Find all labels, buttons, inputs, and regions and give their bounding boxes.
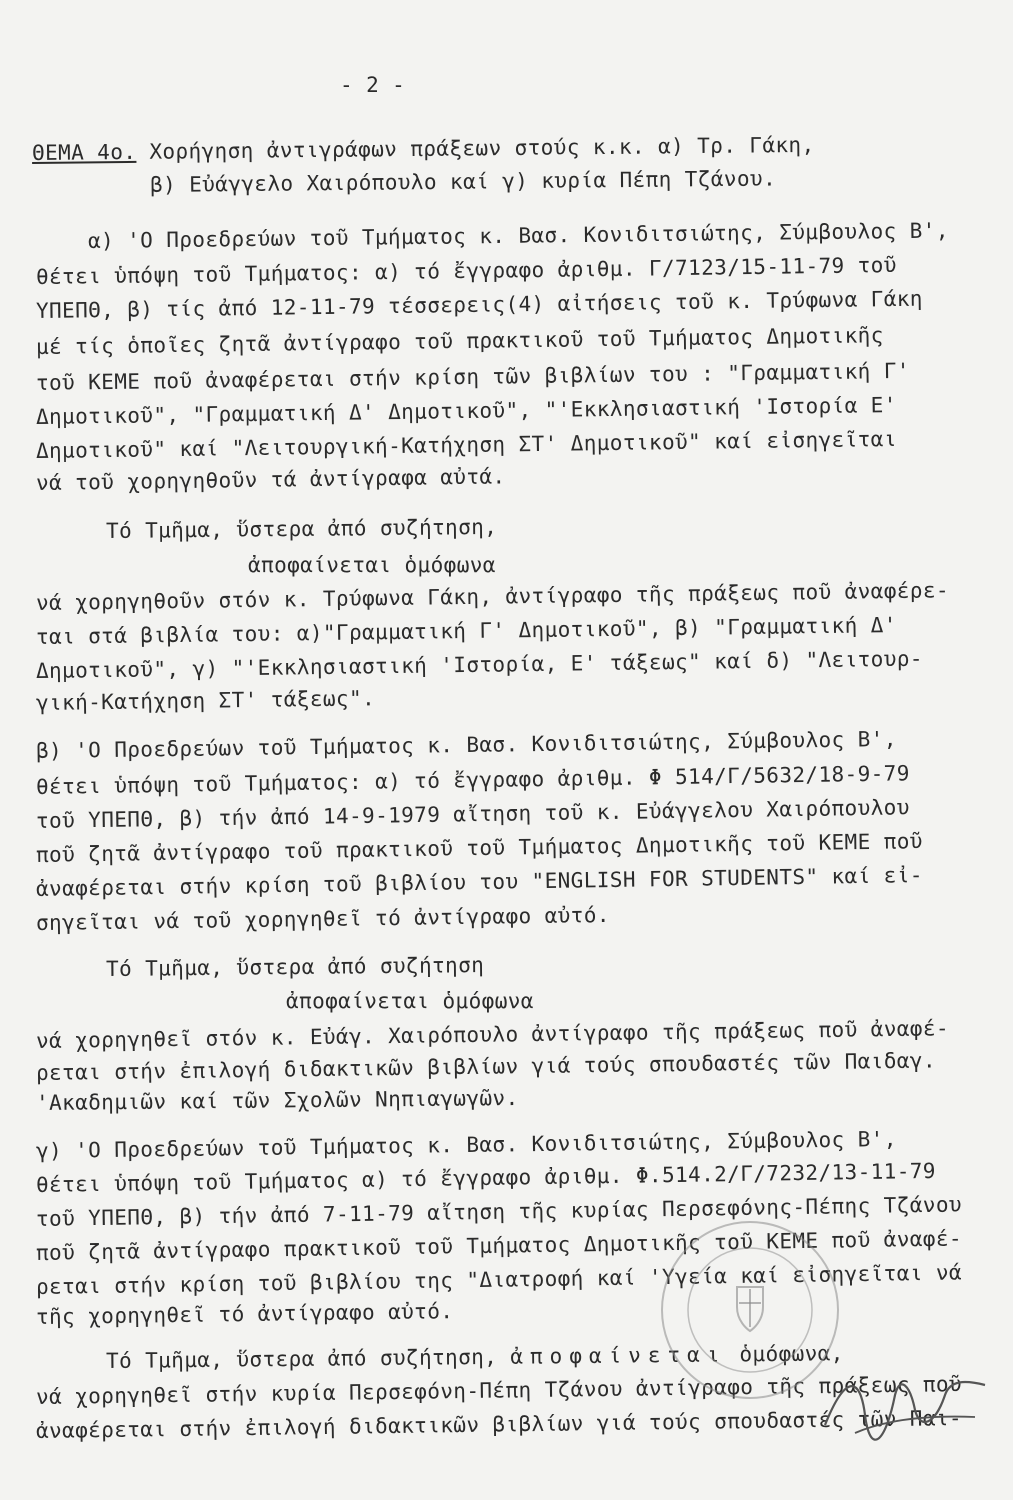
section-a-deliberation: Τό Τμῆμα, ὕστερα ἀπό συζήτηση,: [105, 514, 498, 543]
section-c-line: θέτει ὑπόψη τοῦ Τμήματος α) τό ἔγγραφο ἀριθμ. Φ.514.2/Γ/7232/13-11-79: [35, 1158, 937, 1197]
section-b-result-line: 'Ακαδημιῶν καί τῶν Σχολῶν Νηπιαγωγῶν.: [35, 1085, 519, 1115]
section-a-line: Δημοτικοῦ" καί "Λειτουργική-Κατήχηση ΣΤ' Δημοτικοῦ" καί εἰσηγεῖται: [35, 426, 897, 463]
section-c-line: ποῦ ζητᾶ ἀντίγραφο πρακτικοῦ τοῦ Τμήματος Δημοτικῆς τοῦ ΚΕΜΕ ποῦ ἀναφέ-: [35, 1226, 963, 1265]
section-b-line: ποῦ ζητᾶ ἀντίγραφο τοῦ πρακτικοῦ τοῦ Τμήματος Δημοτικῆς τοῦ ΚΕΜΕ ποῦ: [35, 829, 924, 867]
section-a-line: Δημοτικοῦ", "Γραμματική Δ' Δημοτικοῦ", "'Εκκλησιαστική 'Ιστορία Ε': [35, 392, 897, 429]
section-c-decision-tail: ὁμόφωνα,: [739, 1341, 844, 1367]
section-c-deliberation: Τό Τμῆμα, ὕστερα ἀπό συζήτηση,: [105, 1344, 498, 1373]
section-a-result-line: νά χορηγηθοῦν στόν κ. Τρύφωνα Γάκη, ἀντίγραφο τῆς πράξεως ποῦ ἀναφέρε-: [35, 578, 950, 615]
section-a-result-line: γική-Κατήχηση ΣΤ' τάξεως".: [35, 686, 376, 715]
section-b-line: θέτει ὑπόψη τοῦ Τμήματος: α) τό ἔγγραφο ἀριθμ. Φ 514/Γ/5632/18-9-79: [35, 761, 910, 799]
section-b-line: β) 'Ο Προεδρεύων τοῦ Τμήματος κ. Βασ. Κονιδιτσιώτης, Σύμβουλος Β',: [35, 726, 897, 763]
section-c-result-line: νά χορηγηθεῖ στήν κυρία Περσεφόνη-Πέπη Τζάνου ἀντίγραφο τῆς πράξεως ποῦ: [35, 1372, 963, 1409]
subject-title-line1: Χορήγηση ἀντιγράφων πράξεων στούς κ.κ. α) Τρ. Γάκη,: [149, 132, 815, 164]
section-a-line: ΥΠΕΠΘ, β) τίς ἀπό 12-11-79 τέσσερεις(4) αἰτήσεις τοῦ κ. Τρύφωνα Γάκη: [35, 286, 924, 323]
section-a-line: τοῦ ΚΕΜΕ ποῦ ἀναφέρεται στήν κρίση τῶν βιβλίων του : "Γραμματική Γ': [35, 358, 910, 395]
section-c-line: ρεται στήν κρίση τοῦ βιβλίου της "Διατροφή καί 'Υγεία καί εἰσηγεῖται νά: [35, 1260, 963, 1299]
section-c-line: γ) 'Ο Προεδρεύων τοῦ Τμήματος κ. Βασ. Κονιδιτσιώτης, Σύμβουλος Β',: [35, 1126, 897, 1163]
section-c-decision: ἀποφαίνεται: [510, 1342, 727, 1369]
page-number: - 2 -: [340, 73, 406, 97]
section-a-line: α) 'Ο Προεδρεύων τοῦ Τμήματος κ. Βασ. Κονιδιτσιώτης, Σύμβουλος Β',: [87, 218, 949, 253]
section-b-deliberation: Τό Τμῆμα, ὕστερα ἀπό συζήτηση: [105, 953, 485, 981]
section-a-decision: ἀποφαίνεται ὁμόφωνα: [248, 553, 496, 577]
section-c-line: τῆς χορηγηθεῖ τό ἀντίγραφο αὐτό.: [35, 1299, 454, 1329]
section-b-line: σηγεῖται νά τοῦ χορηγηθεῖ τό ἀντίγραφο αὐτό.: [35, 902, 611, 935]
subject-heading: [32, 132, 815, 166]
section-a-line: μέ τίς ὁποῖες ζητᾶ ἀντίγραφο τοῦ πρακτικοῦ τοῦ Τμήματος Δημοτικῆς: [35, 323, 884, 359]
section-a-result-line: Δημοτικοῦ", γ) "'Εκκλησιαστική 'Ιστορία, Ε' τάξεως" καί δ) "Λειτουρ-: [35, 646, 924, 683]
section-b-result-line: νά χορηγηθεῖ στόν κ. Εὐάγ. Χαιρόπουλο ἀντίγραφο τῆς πράξεως ποῦ ἀναφέ-: [35, 1016, 950, 1053]
subject-title-line2: β) Εὐάγγελο Χαιρόπουλο καί γ) κυρία Πέπη Τζάνου.: [149, 166, 777, 197]
section-b-line: τοῦ ΥΠΕΠΘ, β) τήν ἀπό 14-9-1979 αἴτηση τοῦ κ. Εὐάγγελου Χαιρόπουλου: [35, 795, 910, 833]
section-a-line: νά τοῦ χορηγηθοῦν τά ἀντίγραφα αὐτά.: [35, 464, 506, 495]
section-b-line: ἀναφέρεται στήν κρίση τοῦ βιβλίου του "ENGLISH FOR STUDENTS" καί εἰ-: [35, 863, 924, 901]
signature-icon: [815, 1355, 1005, 1455]
section-c-line: τοῦ ΥΠΕΠΘ, β) τήν ἀπό 7-11-79 αἴτηση τῆς κυρίας Περσεφόνης-Πέπης Τζάνου: [35, 1192, 963, 1231]
section-c-result-line: ἀναφέρεται στήν ἐπιλογή διδακτικῶν βιβλίων γιά τούς σπουδαστές τῶν Παι-: [35, 1406, 963, 1443]
section-b-result-line: ρεται στήν ἐπιλογή διδακτικῶν βιβλίων γιά τούς σπουδαστές τῶν Παιδαγ.: [35, 1048, 937, 1085]
subject-label: ΘΕΜΑ 4ο.: [31, 139, 137, 165]
section-b-decision: ἀποφαίνεται ὁμόφωνα: [286, 989, 534, 1013]
section-a-result-line: ται στά βιβλία του: α)"Γραμματική Γ' Δημοτικοῦ", β) "Γραμματική Δ': [35, 612, 897, 649]
section-a-line: θέτει ὑπόψη τοῦ Τμήματος: α) τό ἔγγραφο ἀριθμ. Γ/7123/15-11-79 τοῦ: [35, 252, 897, 289]
